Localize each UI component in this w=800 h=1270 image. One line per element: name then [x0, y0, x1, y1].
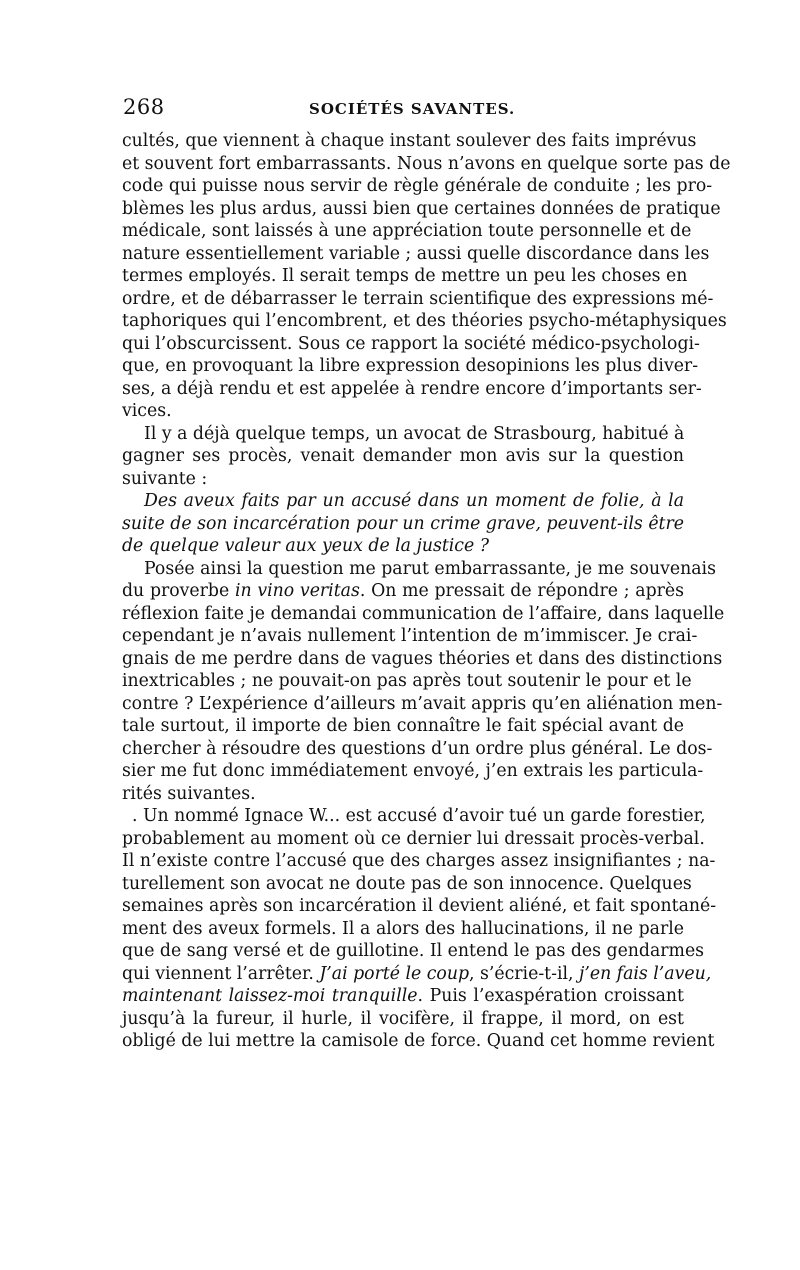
text-line: ment des aveux formels. Il a alors des hallucinations, il ne parle	[122, 918, 684, 939]
text-line: qui viennent l’arrêter. J’ai porté le coup, s’écrie-t-il, j’en fais l’aveu,	[122, 963, 712, 984]
text-line: suivante :	[122, 468, 208, 489]
text-line: de quelque valeur aux yeux de la justice ?	[122, 536, 489, 556]
text-line: probablement au moment où ce dernier lui dressait procès-verbal.	[122, 828, 705, 849]
text-line: jusqu’à la fureur, il hurle, il vocifère, il frappe, il mord, on est	[122, 1008, 684, 1029]
text-line: réflexion faite je demandai communication de l’affaire, dans laquelle	[122, 603, 725, 624]
text-line: termes employés. Il serait temps de mettre un peu les choses en	[122, 266, 688, 286]
text-line: qui l’obscurcissent. Sous ce rapport la société médico-psychologi-	[122, 333, 700, 354]
text-line: obligé de lui mettre la camisole de force. Quand cet homme revient	[122, 1031, 715, 1051]
text-line: cependant je n’avais nullement l’intention de m’immiscer. Je crai-	[122, 626, 698, 646]
text-line: ordre, et de débarrasser le terrain scientifique des expressions mé-	[122, 288, 714, 309]
text-line: . Un nommé Ignace W... est accusé d’avoir tué un garde forestier,	[132, 806, 706, 826]
page-header	[123, 95, 683, 125]
text-line: Posée ainsi la question me parut embarrassante, je me souvenais	[144, 558, 716, 579]
body-text	[122, 130, 731, 1053]
text-line: nature essentiellement variable ; aussi quelle discordance dans les	[122, 243, 710, 264]
text-line: suite de son incarcération pour un crime grave, peuvent-ils être	[122, 513, 684, 534]
text-line: et souvent fort embarrassants. Nous n’avons en quelque sorte pas de	[122, 153, 731, 174]
text-line: gnais de me perdre dans de vagues théories et dans des distinctions	[122, 648, 723, 669]
text-line: sier me fut donc immédiatement envoyé, j’en extrais les particula-	[122, 761, 704, 781]
text-line: taphoriques qui l’encombrent, et des théories psycho-métaphysiques	[122, 311, 727, 331]
text-line: gagner ses procès, venait demander mon avis sur la question	[122, 446, 684, 466]
text-line: semaines après son incarcération il devient aliéné, et fait spontané-	[122, 896, 717, 916]
text-line: Il y a déjà quelque temps, un avocat de Strasbourg, habitué à	[144, 423, 685, 444]
text-line: tale surtout, il importe de bien connaître le fait spécial avant de	[122, 716, 684, 736]
text-line: maintenant laissez-moi tranquille. Puis l’exaspération croissant	[122, 986, 684, 1006]
text-line: code qui puisse nous servir de règle générale de conduite ; les pro-	[122, 176, 713, 196]
text-line: ses, a déjà rendu et est appelée à rendre encore d’importants ser-	[122, 378, 702, 399]
text-line: que, en provoquant la libre expression desopinions les plus diver-	[122, 356, 699, 376]
page-number: 268	[123, 95, 165, 119]
text-line: rités suivantes.	[122, 783, 256, 804]
text-line: cultés, que viennent à chaque instant soulever des faits imprévus	[122, 131, 697, 151]
text-line: chercher à résoudre des questions d’un ordre plus général. Le dos-	[122, 738, 713, 759]
text-line: contre ? L’expérience d’ailleurs m’avait appris qu’en aliénation men-	[122, 693, 723, 714]
text-line: du proverbe in vino veritas. On me pressait de répondre ; après	[122, 581, 684, 601]
text-line: blèmes les plus ardus, aussi bien que certaines données de pratique	[122, 198, 721, 219]
text-line: que de sang versé et de guillotine. Il entend le pas des gendarmes	[122, 941, 705, 961]
text-line: Il n’existe contre l’accusé que des charges assez insignifiantes ; na-	[122, 851, 716, 871]
text-line: Des aveux faits par un accusé dans un moment de folie, à la	[144, 491, 684, 511]
text-line: vices.	[122, 401, 172, 421]
text-line: inextricables ; ne pouvait-on pas après tout soutenir le pour et le	[122, 671, 692, 691]
text-line: turellement son avocat ne doute pas de son innocence. Quelques	[122, 873, 692, 894]
text-line: médicale, sont laissés à une appréciation toute personnelle et de	[122, 221, 692, 241]
running-title: SOCIÉTÉS SAVANTES.	[309, 100, 516, 118]
